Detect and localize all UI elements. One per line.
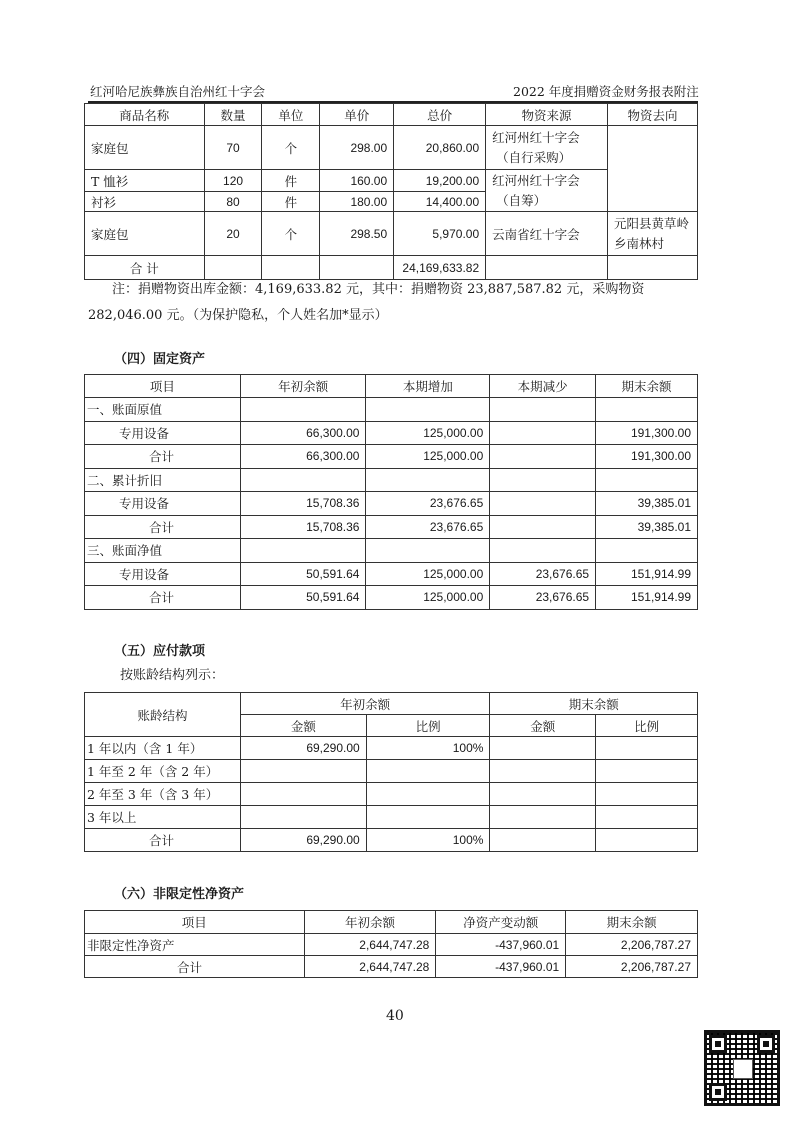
row-value xyxy=(596,398,698,422)
table-row xyxy=(85,737,698,760)
row-item: 专用设备 xyxy=(85,492,241,516)
row-value xyxy=(240,398,366,422)
table-row xyxy=(85,212,698,256)
row-value: 15,708.36 xyxy=(240,515,366,539)
table-row xyxy=(85,760,698,783)
goods-source-line: 红河州红十字会 xyxy=(492,172,580,188)
row-value: 151,914.99 xyxy=(596,562,698,586)
row-value: 2,206,787.27 xyxy=(566,956,698,978)
row-value xyxy=(490,398,596,422)
goods-price: 298.00 xyxy=(320,126,394,170)
goods-table xyxy=(84,103,698,280)
section-title-fixed-assets: （四）固定资产 xyxy=(114,352,206,367)
qr-center-mark xyxy=(733,1059,753,1079)
goods-total: 5,970.00 xyxy=(394,212,486,256)
table-row xyxy=(85,492,698,516)
row-value: 23,676.65 xyxy=(490,586,596,610)
row-begin-amount: 69,290.00 xyxy=(240,737,366,760)
goods-qty: 20 xyxy=(204,212,262,256)
table-row xyxy=(85,515,698,539)
col-header-unit: 单位 xyxy=(262,104,320,126)
empty-cell xyxy=(486,256,608,280)
row-item: 合计 xyxy=(85,956,305,978)
col-header-begin: 年初余额 xyxy=(304,911,436,934)
goods-price: 298.50 xyxy=(320,212,394,256)
row-begin-ratio: 100% xyxy=(366,829,490,852)
table-row xyxy=(85,468,698,492)
goods-total: 14,400.00 xyxy=(394,192,486,212)
row-value: -437,960.01 xyxy=(436,956,566,978)
row-value: 23,676.65 xyxy=(366,515,490,539)
row-value xyxy=(490,492,596,516)
col-header-end-amount: 金额 xyxy=(490,715,596,737)
col-header-item: 项目 xyxy=(85,375,241,398)
row-value: 2,206,787.27 xyxy=(566,934,698,956)
goods-unit: 个 xyxy=(262,126,320,170)
net-assets-header-row xyxy=(85,911,698,934)
goods-dest xyxy=(607,212,697,256)
row-value: 23,676.65 xyxy=(490,562,596,586)
table-row xyxy=(85,956,698,978)
goods-total: 20,860.00 xyxy=(394,126,486,170)
col-header-change: 净资产变动额 xyxy=(436,911,566,934)
row-end-amount xyxy=(490,806,596,829)
table-row xyxy=(85,126,698,170)
row-begin-amount xyxy=(240,760,366,783)
page-number: 40 xyxy=(386,1008,404,1024)
goods-total-row xyxy=(85,256,698,280)
table-row xyxy=(85,806,698,829)
header-org: 红河哈尼族彝族自治州红十字会 xyxy=(90,84,266,99)
goods-source: 云南省红十字会 xyxy=(486,212,608,256)
col-header-decrease: 本期减少 xyxy=(490,375,596,398)
row-value: 50,591.64 xyxy=(240,586,366,610)
payables-subtitle: 按账龄结构列示： xyxy=(120,668,225,683)
goods-unit: 个 xyxy=(262,212,320,256)
row-item: 一、账面原值 xyxy=(85,398,241,422)
row-begin-amount xyxy=(240,783,366,806)
goods-price: 180.00 xyxy=(320,192,394,212)
row-value xyxy=(366,398,490,422)
row-begin-ratio: 100% xyxy=(366,737,490,760)
goods-qty: 70 xyxy=(204,126,262,170)
goods-header-row xyxy=(85,104,698,126)
row-value: 15,708.36 xyxy=(240,492,366,516)
row-item: 非限定性净资产 xyxy=(85,934,305,956)
goods-source xyxy=(486,170,608,212)
table-row xyxy=(85,539,698,563)
goods-name: 家庭包 xyxy=(85,212,205,256)
row-age: 1 年以内（含 1 年） xyxy=(85,737,241,760)
row-end-ratio xyxy=(596,737,698,760)
row-end-ratio xyxy=(596,829,698,852)
col-header-begin: 年初余额 xyxy=(240,693,490,715)
goods-source-line: （自筹） xyxy=(496,192,547,208)
header-doc-title: 2022 年度捐赠资金财务报表附注 xyxy=(513,84,699,99)
row-value: 125,000.00 xyxy=(366,586,490,610)
qr-finder xyxy=(757,1035,775,1053)
row-value: 191,300.00 xyxy=(596,445,698,469)
row-end-amount xyxy=(490,829,596,852)
empty-cell xyxy=(262,256,320,280)
goods-source-line: 红河州红十字会 xyxy=(492,129,580,145)
row-value xyxy=(596,539,698,563)
row-item: 专用设备 xyxy=(85,421,241,445)
section-title-payables: （五）应付款项 xyxy=(114,644,206,659)
row-value xyxy=(366,468,490,492)
goods-unit: 件 xyxy=(262,192,320,212)
net-assets-table xyxy=(84,910,698,978)
table-row xyxy=(85,170,698,192)
goods-total-label: 合 计 xyxy=(85,256,205,280)
col-header-item: 项目 xyxy=(85,911,305,934)
row-item: 合计 xyxy=(85,515,241,539)
table-row xyxy=(85,586,698,610)
col-header-end: 期末余额 xyxy=(596,375,698,398)
table-row xyxy=(85,783,698,806)
payables-table xyxy=(84,692,698,852)
section-title-net-assets: （六）非限定性净资产 xyxy=(114,887,245,902)
row-end-ratio xyxy=(596,783,698,806)
col-header-total: 总价 xyxy=(394,104,486,126)
col-header-end: 期末余额 xyxy=(566,911,698,934)
row-value: 125,000.00 xyxy=(366,421,490,445)
row-value: -437,960.01 xyxy=(436,934,566,956)
row-begin-ratio xyxy=(366,806,490,829)
row-end-ratio xyxy=(596,806,698,829)
col-header-increase: 本期增加 xyxy=(366,375,490,398)
row-value: 39,385.01 xyxy=(596,515,698,539)
empty-cell xyxy=(320,256,394,280)
row-value: 125,000.00 xyxy=(366,562,490,586)
row-item: 合计 xyxy=(85,586,241,610)
row-value xyxy=(490,468,596,492)
row-value: 23,676.65 xyxy=(366,492,490,516)
row-value xyxy=(490,421,596,445)
fixed-assets-header-row xyxy=(85,375,698,398)
col-header-end: 期末余额 xyxy=(490,693,698,715)
goods-source xyxy=(486,126,608,170)
row-end-amount xyxy=(490,760,596,783)
row-end-ratio xyxy=(596,760,698,783)
row-item: 专用设备 xyxy=(85,562,241,586)
row-value: 50,591.64 xyxy=(240,562,366,586)
col-header-qty: 数量 xyxy=(204,104,262,126)
col-header-name: 商品名称 xyxy=(85,104,205,126)
payables-header-row xyxy=(85,693,698,715)
goods-unit: 件 xyxy=(262,170,320,192)
row-age: 2 年至 3 年（含 3 年） xyxy=(85,783,241,806)
row-value xyxy=(596,468,698,492)
row-value: 151,914.99 xyxy=(596,586,698,610)
col-header-begin-amount: 金额 xyxy=(240,715,366,737)
row-age: 合计 xyxy=(85,829,241,852)
row-value xyxy=(490,445,596,469)
col-header-price: 单价 xyxy=(320,104,394,126)
row-begin-ratio xyxy=(366,783,490,806)
goods-name: T 恤衫 xyxy=(85,170,205,192)
col-header-age: 账龄结构 xyxy=(85,693,241,737)
empty-cell xyxy=(204,256,262,280)
goods-qty: 80 xyxy=(204,192,262,212)
row-begin-amount xyxy=(240,806,366,829)
table-row xyxy=(85,562,698,586)
table-row xyxy=(85,398,698,422)
row-value: 191,300.00 xyxy=(596,421,698,445)
col-header-begin-ratio: 比例 xyxy=(366,715,490,737)
goods-dest-line: 元阳县黄草岭 xyxy=(613,215,689,231)
row-end-amount xyxy=(490,783,596,806)
row-age: 1 年至 2 年（含 2 年） xyxy=(85,760,241,783)
note-line-2: 282,046.00 元。（为保护隐私，个人姓名加*显示） xyxy=(88,308,388,323)
qr-finder xyxy=(709,1035,727,1053)
table-row xyxy=(85,934,698,956)
row-value xyxy=(490,539,596,563)
row-value xyxy=(240,468,366,492)
row-value xyxy=(366,539,490,563)
row-age: 3 年以上 xyxy=(85,806,241,829)
row-value: 66,300.00 xyxy=(240,445,366,469)
col-header-end-ratio: 比例 xyxy=(596,715,698,737)
row-value: 66,300.00 xyxy=(240,421,366,445)
row-value: 2,644,747.28 xyxy=(304,956,436,978)
goods-qty: 120 xyxy=(204,170,262,192)
row-item: 二、累计折旧 xyxy=(85,468,241,492)
row-value: 39,385.01 xyxy=(596,492,698,516)
qr-code xyxy=(704,1030,780,1106)
goods-name: 衬衫 xyxy=(85,192,205,212)
row-item: 三、账面净值 xyxy=(85,539,241,563)
goods-source-line: （自行采购） xyxy=(496,149,572,165)
goods-price: 160.00 xyxy=(320,170,394,192)
fixed-assets-table xyxy=(84,374,698,610)
empty-cell xyxy=(607,256,697,280)
note-line-1: 注：捐赠物资出库金额：4,169,633.82 元，其中：捐赠物资 23,887,587.82 元，采购物资 xyxy=(112,282,645,297)
row-value: 125,000.00 xyxy=(366,445,490,469)
goods-name: 家庭包 xyxy=(85,126,205,170)
goods-dest xyxy=(607,126,697,212)
col-header-source: 物资来源 xyxy=(486,104,608,126)
row-begin-amount: 69,290.00 xyxy=(240,829,366,852)
table-row xyxy=(85,445,698,469)
goods-total-value: 24,169,633.82 xyxy=(394,256,486,280)
row-begin-ratio xyxy=(366,760,490,783)
col-header-dest: 物资去向 xyxy=(607,104,697,126)
row-value xyxy=(490,515,596,539)
table-row xyxy=(85,421,698,445)
row-end-amount xyxy=(490,737,596,760)
qr-finder xyxy=(709,1083,727,1101)
row-value xyxy=(240,539,366,563)
table-row xyxy=(85,829,698,852)
col-header-begin: 年初余额 xyxy=(240,375,366,398)
row-item: 合计 xyxy=(85,445,241,469)
goods-total: 19,200.00 xyxy=(394,170,486,192)
row-value: 2,644,747.28 xyxy=(304,934,436,956)
goods-dest-line: 乡南林村 xyxy=(613,235,664,251)
